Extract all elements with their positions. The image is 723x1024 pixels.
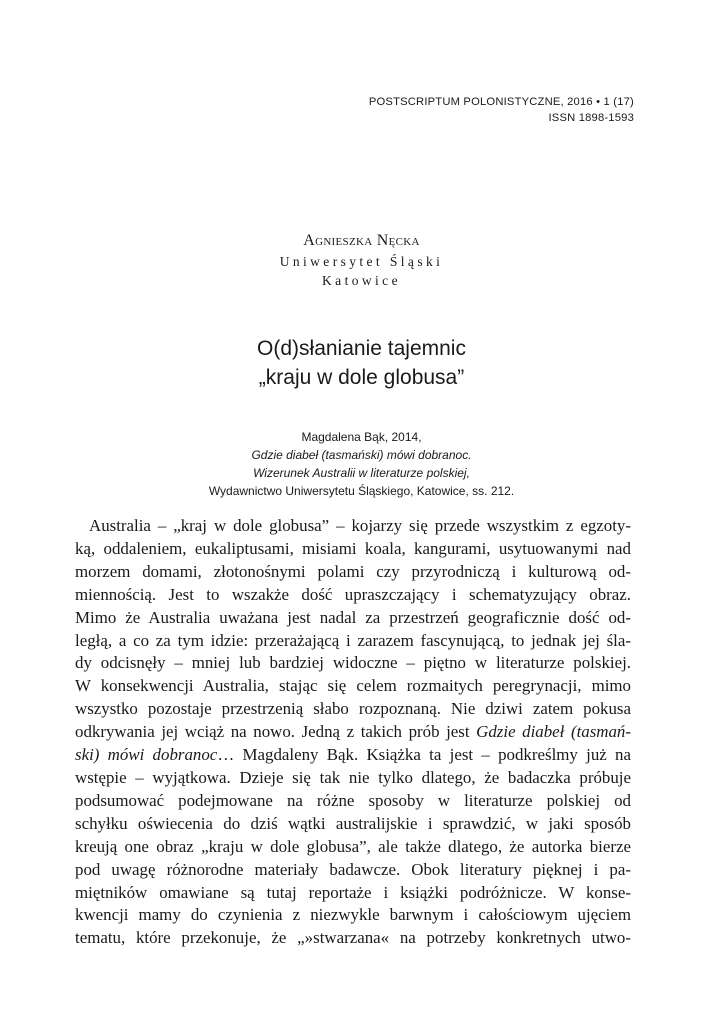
article-title xyxy=(0,334,723,392)
body-line: wszystko pozostaje przestrzenią słabo rozpoznaną. Nie dziwi zatem pokusa xyxy=(75,699,631,719)
body-line: tematu, które przekonuje, że „»stwarzana« na potrzeby konkretnych utwo- xyxy=(75,928,631,948)
cited-book-title: Gdzie diabeł (tasmań- xyxy=(476,722,631,742)
author-block xyxy=(0,230,723,290)
body-line: Australia – „kraj w dole globusa” – kojarzy się przede wszystkim z egzoty- xyxy=(89,516,631,535)
reviewed-book-info xyxy=(0,428,723,500)
body-line: pod uwagę różnorodne materiały badawcze. Obok literatury pięknej i pa- xyxy=(75,859,631,879)
reviewed-book-subtitle: Wizerunek Australii w literaturze polskiej, xyxy=(253,466,470,480)
body-line xyxy=(75,744,631,767)
body-line: W konsekwencji Australia, stając się celem rozmaitych peregrynacji, mimo xyxy=(75,676,631,696)
reviewed-book-publisher: Wydawnictwo Uniwersytetu Śląskiego, Katowice, ss. 212. xyxy=(208,484,515,498)
author-name: Agnieszka Nęcka xyxy=(303,232,420,249)
body-line: wstępie – wyjątkowa. Dzieje się tak nie tylko dlatego, że badaczka próbuje xyxy=(75,767,631,787)
reviewed-book-title: Gdzie diabeł (tasmański) mówi dobranoc. xyxy=(251,448,472,462)
reviewed-book-line-1 xyxy=(0,428,723,464)
body-line: morzem domami, złotonośnymi polami czy przyrodniczą i kulturową od- xyxy=(75,561,631,581)
article-title-line-1: O(d)słanianie tajemnic xyxy=(257,337,466,360)
body-line xyxy=(75,721,631,744)
reviewed-book-author-year: Magdalena Bąk, 2014, xyxy=(301,430,422,444)
body-text-fragment: odkrywania jej wciąż na nowo. Jedną z takich prób jest xyxy=(75,722,477,742)
body-line: Mimo że Australia uważana jest nadal za przestrzeń geograficznie dość od- xyxy=(75,607,631,627)
journal-citation: POSTSCRIPTUM POLONISTYCZNE, 2016 • 1 (17) xyxy=(368,96,634,108)
body-line: ległą, a co za tym idzie: przerażającą i zarazem fascynującą, to jednak jej śla- xyxy=(75,630,631,650)
author-city: Katowice xyxy=(322,273,401,288)
author-university: Uniwersytet Śląski xyxy=(279,254,444,269)
journal-issn: ISSN 1898-1593 xyxy=(548,112,634,124)
cited-book-title: ski) mówi dobranoc xyxy=(75,745,218,765)
body-line: kwencji mamy do czynienia z niezwykle barwnym i całościowym ujęciem xyxy=(75,905,631,925)
body-line: podsumować podejmowane na różne sposoby w literaturze polskiej od xyxy=(75,790,631,810)
article-title-line-2: „kraju w dole globusa” xyxy=(258,366,465,389)
journal-header xyxy=(369,94,634,126)
body-line: schyłku oświecenia do dziś wątki australijskie i sprawdzić, w jaki sposób xyxy=(75,813,631,833)
body-text-fragment: … Magdaleny Bąk. Książka ta jest – podkreślmy już na xyxy=(217,745,631,765)
body-line: miennością. Jest to wszakże dość upraszczający i schematyzujący obraz. xyxy=(75,584,631,604)
body-paragraph xyxy=(75,515,631,950)
body-line: kreują one obraz „kraju w dole globusa”, ale także dlatego, że autorka bierze xyxy=(75,836,631,856)
body-line: dy odcisnęły – mniej lub bardziej widoczne – piętno w literaturze polskiej. xyxy=(75,653,631,673)
body-line: ką, oddaleniem, eukaliptusami, misiami koala, kangurami, usytuowanymi nad xyxy=(75,538,631,558)
body-line: miętników omawiane są tutaj reportaże i książki podróżnicze. W konse- xyxy=(75,882,631,902)
